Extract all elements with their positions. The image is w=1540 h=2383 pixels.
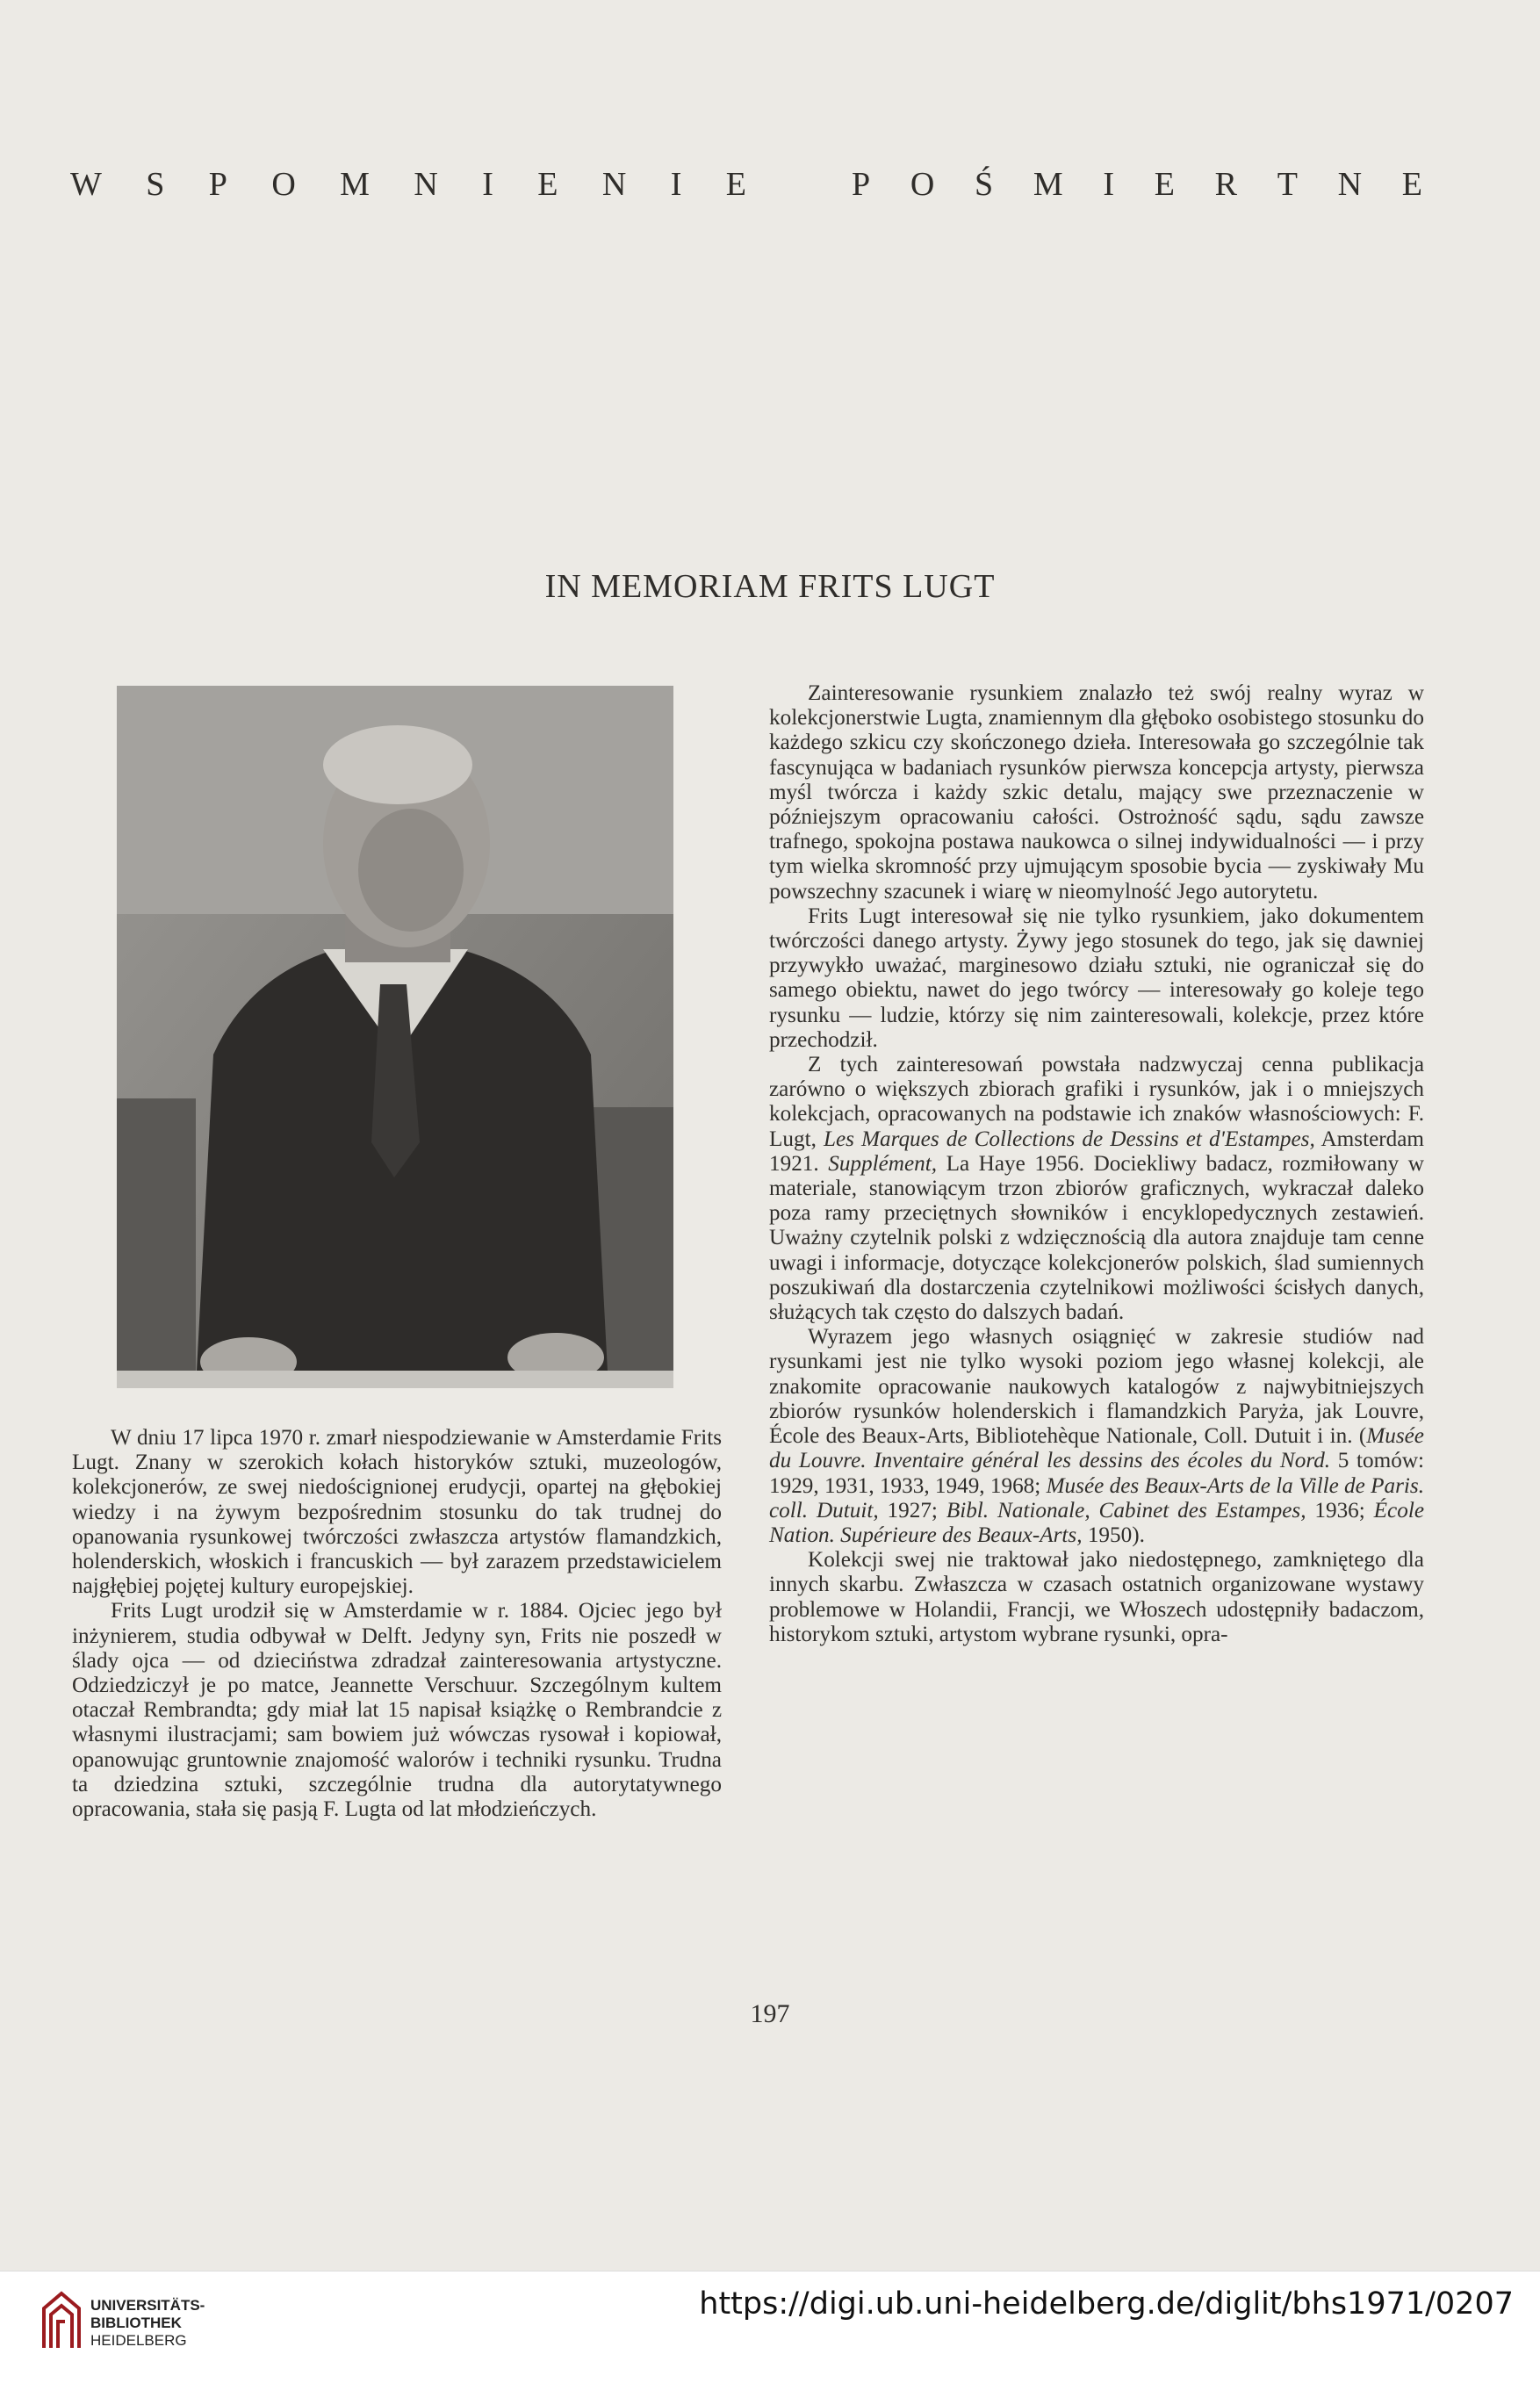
right-column [769, 681, 1424, 1647]
library-logo-icon [35, 2286, 88, 2357]
paragraph: Zainteresowanie rysunkiem znalazło też swój realny wyraz w kolekcjonerstwie Lugta, znamiennym dla głęboko osobistego stosunku do każdego szkicu czy skończonego dzieła. Interesowała go szczególnie tak fascynująca w badaniach rysunków pierwsza koncepcja artysty, pierwsza myśl twórcza i każdy szkic detalu, mający swe przeznaczenie w późniejszym opracowaniu całości. Ostrożność sądu, sądu zawsze trafnego, spokojna postawa naukowca o silnej indywidualności — i przy tym wielka skromność przy ujmującym sposobie bycia — zyskiwały Mu powszechny szacunek i wiarę w nieomylność Jego autorytetu. [769, 681, 1424, 904]
running-head-letter: R [1214, 166, 1237, 203]
running-head-letter: M [1033, 166, 1063, 203]
running-head-letter: E [537, 166, 558, 203]
running-head-letter: N [601, 166, 627, 203]
running-head-letter: O [271, 166, 296, 203]
running-head-letter: S [146, 166, 165, 203]
running-head-letter: W [70, 166, 102, 203]
text-run: 1950). [1082, 1523, 1145, 1547]
running-head-letter: Ś [975, 166, 994, 203]
italic-citation: Bibl. Nationale, Cabinet des Estampes, [946, 1498, 1306, 1523]
running-head-letter: N [414, 166, 438, 203]
paragraph: W dniu 17 lipca 1970 r. zmarł niespodziewanie w Amsterdamie Frits Lugt. Znany w szerokich kołach historyków sztuki, muzeologów, kolekcjonerów, ze swej niedoścignionej erudycji, opartej na głębokiej wiedzy i na żywym bezpośrednim stosunku do tak trudnej do opanowania rysunkowej twórczości zwłaszcza artystów flamandzkich, holenderskich, włoskich i francuskich — był zarazem przedstawicielem najgłębiej pojętej kultury europejskiej. [72, 1426, 722, 1599]
running-head-letter: I [482, 166, 493, 203]
italic-citation: Musée des Beaux-Arts de la Ville de Paris. coll. Dutuit, [769, 1473, 1425, 1523]
italic-citation: École Nation. Supérieure des Beaux-Arts, [769, 1498, 1425, 1547]
left-column [72, 1426, 722, 1822]
page-number: 197 [750, 1999, 790, 2028]
running-head-letter: M [340, 166, 370, 203]
running-head-letter: E [725, 166, 746, 203]
paragraph: Frits Lugt interesował się nie tylko rysunkiem, jako dokumentem twórczości danego artysty. Żywy jego stosunek do tego, jak się dawniej przywykło uważać, marginesowo działu sztuki, nie ograniczał się do samego obiektu, nawet do jego twórcy — interesowały go koleje tego rysunku — ludzie, którzy się nim zainteresowali, kolekcje, przez które przechodził. [769, 904, 1424, 1052]
library-name[interactable] [90, 2297, 205, 2350]
italic-citation: Musée du Louvre. Inventaire général les dessins des écoles du Nord. [769, 1424, 1424, 1473]
running-head-word-2 [852, 165, 1422, 204]
running-head-letter: E [1154, 166, 1175, 203]
library-name-line: UNIVERSITÄTS- [90, 2297, 205, 2314]
running-head [70, 165, 1422, 204]
article-title: IN MEMORIAM FRITS LUGT [544, 568, 996, 605]
running-head-letter: E [1401, 166, 1422, 203]
running-head-letter: T [1277, 166, 1298, 203]
paragraph: Frits Lugt urodził się w Amsterdamie w r. 1884. Ojciec jego był inżynierem, studia odbywał w Delft. Jedyny syn, Frits nie poszedł w ślady ojca — od dzieciństwa zdradzał zainteresowania artystyczne. Odziedziczył je po matce, Jeannette Verschuur. Szczególnym kultem otaczał Rembrandta; gdy miał lat 15 napisał książkę o Rembrandcie z własnymi ilustracjami; sam bowiem już wówczas rysował i kopiował, opanowując gruntownie znajomość walorów i techniki rysunku. Trudna ta dziedzina sztuki, szczególnie trudna dla autorytatywnego opracowania, stała się pasją F. Lugta od lat młodzieńczych. [72, 1599, 722, 1822]
running-head-letter: I [1103, 166, 1114, 203]
running-head-letter: P [852, 166, 871, 203]
running-head-letter: N [1337, 166, 1363, 203]
text-run: Wyrazem jego własnych osiągnięć w zakresie studiów nad rysunkami jest nie tylko wysoki poziom jego własnej kolekcji, ale znakomite opracowanie naukowych katalogów z najwybitniejszych zbiorów rysunków holenderskich i flamandzkich Paryża, jak Louvre, École des Beaux-Arts, Bibliotehèque Nationale, Coll. Dutuit i in. ( [769, 1325, 1424, 1449]
running-head-word-1 [70, 165, 746, 204]
text-run: 5 tomów: 1929, 1931, 1933, 1949, 1968; [769, 1449, 1425, 1498]
paragraph [769, 1053, 1424, 1325]
running-head-letter: I [670, 166, 682, 203]
text-run: La Haye 1956. Dociekliwy badacz, rozmiłowany w materiale, stanowiącym trzon zbiorów graficznych, wykraczał daleko poza ramy przeciętnych słowników i encyklopedycznych zestawień. Uważny czytelnik polski z wdzięcznością dla autora znajduje tam cenne uwagi i informacje, dotyczące kolekcjonerów polskich, ślad sumiennych poszukiwań dla dostarczenia czytelnikowi możliwości ścisłych danych, służących tak często do dalszych badań. [769, 1151, 1425, 1325]
text-run: Z tych zainteresowań powstała nadzwyczaj cenna publikacja zarówno o większych zbiorach grafiki i rysunków, jak i o mniejszych kolekcjach, opracowanych na podstawie ich znaków własnościowych: F. Lugt, [769, 1053, 1424, 1151]
text-run: Amsterdam 1921. [769, 1127, 1425, 1176]
running-head-letter: O [910, 166, 935, 203]
text-run: 1936; [1306, 1498, 1374, 1523]
portrait-image [117, 686, 673, 1388]
document-url-link[interactable]: https://digi.ub.uni-heidelberg.de/diglit/bhs1971/0207 [699, 2286, 1514, 2322]
italic-citation: Les Marques de Collections de Dessins et d'Estampes, [823, 1127, 1315, 1151]
library-name-line: HEIDELBERG [90, 2332, 187, 2349]
running-head-letter: P [208, 166, 227, 203]
paragraph: Kolekcji swej nie traktował jako niedostępnego, zamkniętego dla innych skarbu. Zwłaszcza w czasach ostatnich organizowane wystawy problemowe w Holandii, Francji, we Włoszech udostępniły badaczom, historykom sztuki, artystom wybrane rysunki, opra- [769, 1548, 1424, 1646]
portrait-photo [117, 686, 673, 1388]
library-name-line: BIBLIOTHEK [90, 2315, 182, 2331]
paragraph [769, 1325, 1424, 1548]
italic-citation: Supplément, [828, 1151, 938, 1176]
text-run: 1927; [878, 1498, 946, 1523]
